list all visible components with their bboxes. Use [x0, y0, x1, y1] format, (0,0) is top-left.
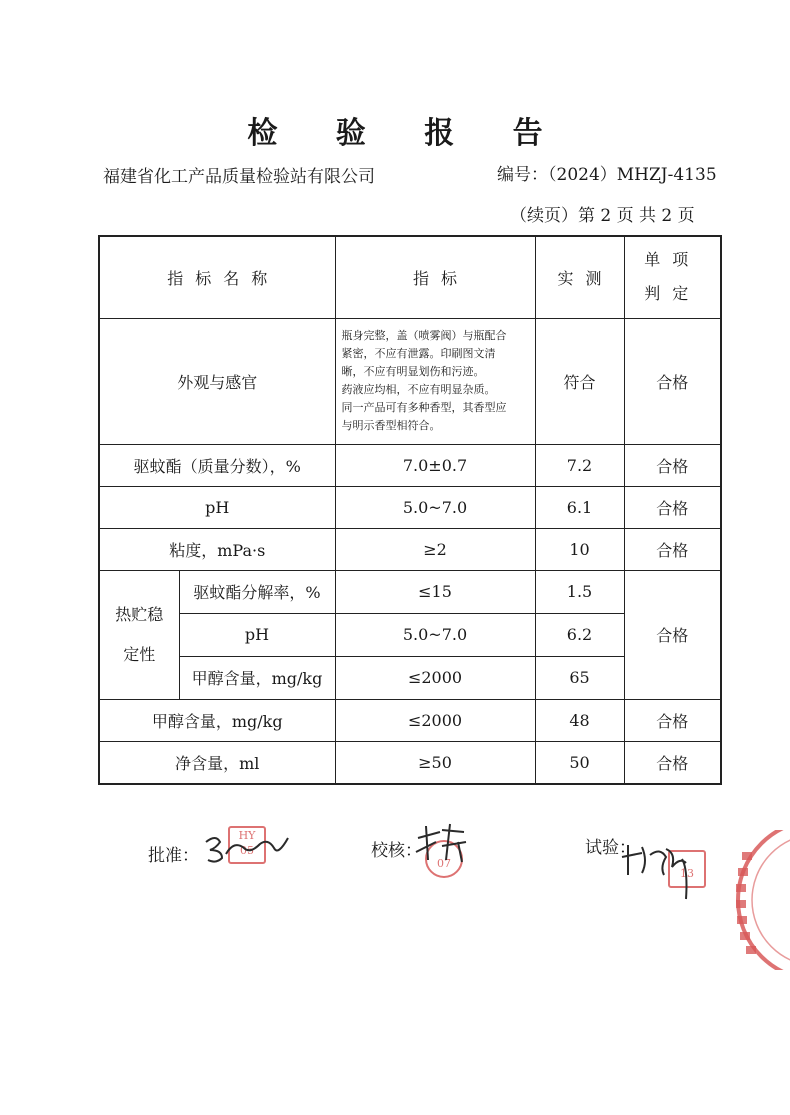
appearance-requirement: [335, 318, 535, 444]
row-result: 合格: [624, 528, 721, 570]
page-info: （续页）第 2 页 共 2 页: [510, 206, 695, 226]
organization-name: 福建省化工产品质量检验站有限公司: [103, 167, 375, 187]
row-result: 合格: [624, 699, 721, 741]
row-measured: 6.1: [535, 486, 624, 528]
row-indicator: 7.0±0.7: [335, 444, 535, 486]
table-header-row: [99, 236, 721, 318]
row-measured: 48: [535, 699, 624, 741]
review-signature: [412, 818, 472, 868]
inspection-table: [98, 235, 722, 785]
review-label: 校核：: [371, 841, 422, 861]
header-judgement: [624, 236, 721, 318]
approve-stamp-text: HY 05: [238, 829, 256, 857]
row-measured: 7.2: [535, 444, 624, 486]
official-seal: [728, 830, 790, 970]
table-row-appearance: [99, 318, 721, 444]
row-result: 合格: [624, 741, 721, 784]
row-indicator: ≥50: [335, 741, 535, 784]
table-row: [99, 444, 721, 486]
row-indicator: ≤2000: [335, 699, 535, 741]
header-indicator: 指标: [335, 236, 535, 318]
thermal-sub-name: 驱蚊酯分解率，%: [179, 570, 335, 613]
requirement-line: 药液应均相，不应有明显杂质。: [341, 383, 496, 396]
table-row: [99, 528, 721, 570]
header-judgement-line1: 单项: [644, 250, 701, 270]
test-signature: [620, 835, 710, 905]
thermal-sub-name: pH: [179, 613, 335, 656]
table-row-thermal: [99, 570, 721, 613]
row-name: 甲醇含量，mg/kg: [99, 699, 335, 741]
row-result: 合格: [624, 444, 721, 486]
thermal-sub-measured: 1.5: [535, 570, 624, 613]
row-result: 合格: [624, 486, 721, 528]
appearance-measured: 符合: [535, 318, 624, 444]
review-stamp-text: 07: [437, 857, 451, 870]
table-row: [99, 486, 721, 528]
header-judgement-line2: 判定: [644, 284, 701, 304]
thermal-result: 合格: [624, 570, 721, 699]
row-indicator: ≥2: [335, 528, 535, 570]
appearance-result: 合格: [624, 318, 721, 444]
row-name: pH: [99, 486, 335, 528]
test-stamp-text: 13: [680, 867, 694, 880]
thermal-sub-name: 甲醇含量，mg/kg: [179, 656, 335, 699]
thermal-sub-indicator: 5.0~7.0: [335, 613, 535, 656]
approve-label: 批准：: [148, 846, 199, 866]
approve-signature: [200, 828, 295, 868]
thermal-group-line2: 定性: [123, 644, 156, 664]
row-name: 驱蚊酯（质量分数），%: [99, 444, 335, 486]
thermal-sub-measured: 65: [535, 656, 624, 699]
report-title: 检 验 报 告: [247, 116, 567, 151]
report-serial-number: 编号：（2024）MHZJ-4135: [497, 165, 717, 185]
requirement-line: 与明示香型相符合。: [341, 419, 441, 432]
row-measured: 50: [535, 741, 624, 784]
table-row: [99, 699, 721, 741]
thermal-sub-indicator: ≤2000: [335, 656, 535, 699]
row-name: 粘度，mPa·s: [99, 528, 335, 570]
header-measured: 实测: [535, 236, 624, 318]
row-measured: 10: [535, 528, 624, 570]
header-indicator-name: 指标名称: [99, 236, 335, 318]
thermal-group-label: [99, 570, 179, 699]
appearance-name: 外观与感官: [99, 318, 335, 444]
thermal-sub-indicator: ≤15: [335, 570, 535, 613]
requirement-line: 瓶身完整，盖（喷雾阀）与瓶配合: [341, 329, 507, 342]
requirement-line: 晰，不应有明显划伤和污迹。: [341, 365, 485, 378]
requirement-line: 同一产品可有多种香型，其香型应: [341, 401, 507, 414]
thermal-group-line1: 热贮稳: [115, 604, 164, 624]
row-indicator: 5.0~7.0: [335, 486, 535, 528]
requirement-line: 紧密，不应有泄露。印刷图文清: [341, 347, 496, 360]
row-name: 净含量，ml: [99, 741, 335, 784]
test-label: 试验：: [585, 838, 636, 858]
table-row: [99, 741, 721, 784]
thermal-sub-measured: 6.2: [535, 613, 624, 656]
